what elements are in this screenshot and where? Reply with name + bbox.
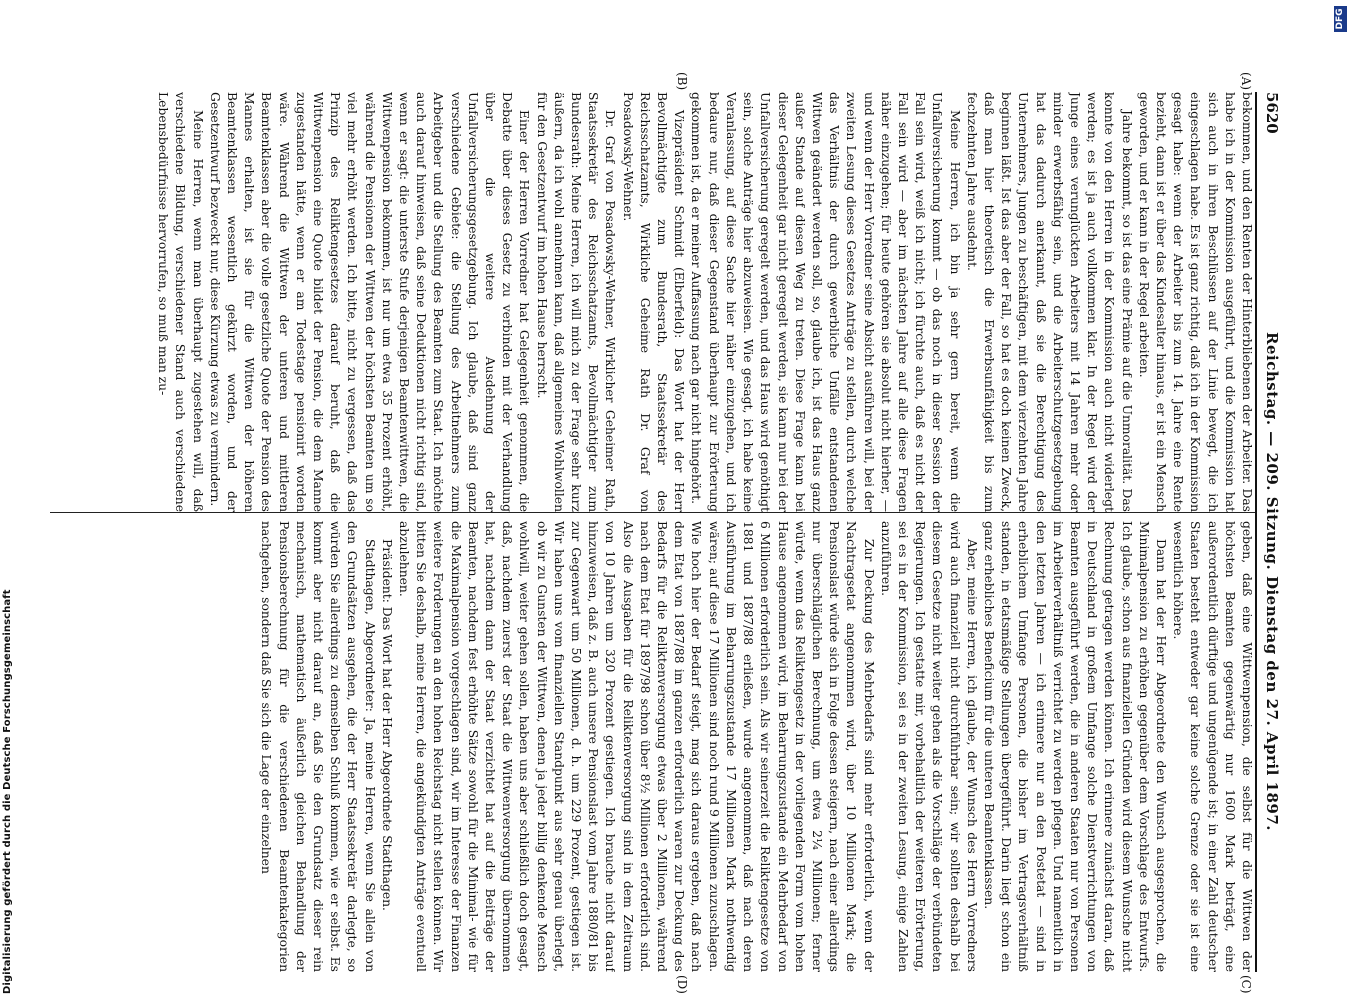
- left-column: [50, 92, 1255, 512]
- margin-marker-a: (A): [1239, 72, 1253, 91]
- margin-marker-d: (D): [675, 975, 689, 994]
- dfg-logo: DFG: [1334, 6, 1347, 32]
- footer-credit: Digitalisierung gefördert durch die Deutsche Forschungsgemeinschaft: [2, 589, 13, 994]
- paragraph: geben, daß eine Wittwenpension, die selbst für die Wittwen der höchsten Beamten gegenwärtig nur 1600 Mark beträgt, eine außerordentlich dürftige und ungenügende ist; in einer Zahl deutscher Staaten besteht entweder gar keine solche Grenze oder sie ist eine wesentlich höhere.: [1171, 521, 1254, 972]
- page-header: [1255, 92, 1287, 972]
- paragraph: Jahre bekommt, so ist das eine Prämie auf die Unmoralität. Das konnte von den Herren in der Kommission auch nicht widerlegt werden; es ist ja auch vollkommen klar. In der Regel wird der Junge eines verunglückten Arbeiters mit 14 Jahren mehr oder minder erwerbsfähig sein, und die Arbeiterschutzgesetzgebung hat das dadurch anerkannt, daß sie die Berechtigung des Unternehmers, Jungen zu beschäftigen, mit dem vierzehnten Jahre beginnen läßt. Ist das aber der Fall, so hat es doch keinen Zweck, daß man hier theoretisch die Erwerbsunfähigkeit bis zum fechzehnten Jahre ausdehnt.: [964, 92, 1134, 512]
- page-title: Reichstag. — 209. Sitzung. Dienstag den 27. April 1897.: [1263, 332, 1281, 832]
- paragraph: Meine Herren, wenn man überhaupt zugestehen will, daß verschiedene Bildung, verschiedener Stand auch verschiedene Lebensbedürfnisse hervorrufen, so muß man zu-: [156, 92, 205, 512]
- paragraph: Präsident: Das Wort hat der Herr Abgeordnete Stadthagen.: [379, 539, 394, 911]
- page-number: 5620: [1263, 92, 1281, 134]
- paragraph: Zur Deckung des Mehrbedarfs sind mehr erforderlich, wenn der Nachtragsetat angenommen wird, über 10 Millionen Mark; die Pensionslast würde sich in Folge dessen steigern, nach einer allerdings nur überschläglichen Berechnung, um etwa 2¼ Millionen; ferner würde, wenn das Reliktengesetz in der vorliegenden Form vom hohen Hause angenommen wird, im Beharrungszustande ein Mehrbedarf von 6 Millionen erforderlich sein. Als wir seinerzeit die Reliktengesetze von 1881 und 1887/88 erließen, wurde angenommen, daß nach deren Ausführung im Beharrungszustande 17 Millionen Mark nothwendig wären; auf diese 17 Millionen sind noch rund 9 Millionen zuzuschlagen. Wie hoch hier der Bedarf steigt, mag sich daraus ergeben, daß nach dem Etat von 1887/88 im ganzen erforderlich waren zur Deckung des Bedarfs für die Reliktenversorgung etwas über 2 Millionen, während nach dem Etat für 1897/98 schon über 8½ Millionen erforderlich sind. Also die Ausgaben für die Reliktenversorgung sind in dem Zeitraum von 10 Jahren um 320 Prozent gestiegen. Ich brauche nicht darauf hinzuweisen, daß z. B. auch unsere Pensionslast vom Jahre 1880/81 bis zur Gegenwart um 50 Millionen, d. h. um 229 Prozent, gestiegen ist. Wir haben uns vom finanziellen Standpunkt aus sehr genau überlegt, ob wir zu Gunsten der Wittwen, denen ja jeder billig denkende Mensch wohlwill, weiter gehen sollen, haben uns aber schließlich doch gesagt, daß, nachdem zuerst der Staat die Wittwenversorgung übernommen hat, nachdem dann der Staat verzichtet hat auf die Beiträge der Beamten, nachdem fest erhöhte Sätze sowohl für die Minimal- wie für die Maximalpension vorgeschlagen sind, wir im Interesse der Finanzen weitere Forderungen an den hohen Reichstag nicht stellen können. Wir bitten Sie deshalb, meine Herren, die angekündigten Anträge eventuell abzulehnen.: [397, 521, 876, 972]
- margin-marker-c: (C): [1239, 975, 1253, 994]
- right-column: [50, 512, 1255, 972]
- margin-marker-b: (B): [675, 72, 689, 91]
- paragraph: Dann hat der Herr Abgeordnete den Wunsch ausgesprochen, die Minimalpension zu erhöhen gegenüber dem Vorschlage des Entwurfs. Ich glaube, schon aus finanziellen Gründen wird diesem Wunsche nicht Rechnung getragen werden können. Ich erinnere zunächst daran, daß in Deutschland in großem Umfange solche Dienstverrichtungen von Beamten ausgeführt werden, die in anderen Staaten nur von Personen im Arbeiterverhältniß verrichtet zu werden pflegen. Und namentlich in den letzten Jahren — ich erinnere nur an den Postetat — sind in erheblichem Umfange Personen, die bisher im Vertragsverhältniß standen, in etatsmäßige Stellungen übergeführt. Darin liegt schon ein ganz erhebliches Beneficium für die unteren Beamtenklassen.: [981, 521, 1168, 972]
- paragraph: bekommen, und den Renten der Hinterbliebenen der Arbeiter. Das habe ich in der Kommission ausgeführt, und die Kommission hat sich auch in ihren Beschlüssen auf der Linie bewegt, die ich eingeschlagen habe. Es ist ganz richtig, daß ich in der Kommission gesagt habe: wenn der Arbeiter bis zum 14. Jahre eine Rente bezieht, dann ist er über das Kindesalter hinaus, er ist ein Mensch geworden, und er kann in der Regel arbeiten.: [1136, 92, 1254, 512]
- paragraph: Einer der Herren Vorredner hat Gelegenheit genommen, die Debatte über dieses Gesetz zu verbinden mit der Verhandlung über die weitere Ausdehnung der Unfallversicherungsgesetzgebung. Ich glaube, daß sind ganz verschiedene Gebiete: die Stellung des Arbeitnehmers zum Arbeitgeber und die Stellung des Beamten zum Staat. Ich möchte auch darauf hinweisen, daß seine Deduktionen nicht richtig sind, wenn er sagt: die unterste Stufe derjenigen Beamtenwittwen, die Wittwenpension bekommen, ist nur um etwa 35 Prozent erhöht, während die Pensionen der Wittwen der höchsten Beamten um so viel mehr erhöht werden. Ich bitte, nicht zu vergessen, daß das Prinzip des Reliktengesetzes darauf beruht, daß die Wittwenpension eine Quote bildet der Pension, die dem Manne zugestanden hätte, wenn er am Todestage pensionirt worden wäre. Während die Wittwen der unteren und mittleren Beamtenklassen aber die volle gesetzliche Quote der Pension des Mannes erhalten, ist sie für die Wittwen der höheren Beamtenklassen wesentlich gekürzt worden, und der Gesetzentwurf bezweckt nur, diese Kürzung etwas zu vermindern.: [207, 92, 532, 512]
- paragraph: Dr. Graf von Posadowsky-Wehner, Wirklicher Geheimer Rath, Staatssekretär des Reichsschatzamts, Bevollmächtigter zum Bundesrath: Meine Herren, ich will mich zu der Frage sehr kurz äußern, da ich wohl annehmen kann, daß allgemeines Wohlwollen für den Gesetzentwurf im hohen Hause herrscht.: [534, 92, 618, 512]
- paragraph: Meine Herren, ich bin ja sehr gern bereit, wenn die Unfallversicherung kommt — ob das noch in dieser Session der Fall sein wird, weiß ich nicht; ich fürchte auch, daß es nicht der Fall sein wird — aber im nächsten Jahre auf alle diese Fragen näher einzugehen; für heute gehören sie absolut nicht hierher, — und wenn der Herr Vorredner seine Absicht ausführen will, bei der zweiten Lesung dieses Gesetzes Anträge zu stellen, durch welche das Verhältnis der durch gewerbliche Unfälle entstandenen Wittwen geändert werden soll, so, glaube ich, ist das Haus ganz außer Stande auf diesen Weg zu treten. Diese Frage kann bei dieser Gelegenheit gar nicht geregelt werden, sie kann nur bei der Unfallversicherung geregelt werden, und das Haus wird genöthigt sein, solche Anträge hier abzuweisen. Wie gesagt, ich habe keine Veranlassung, auf diese Sache hier näher einzugehen, und ich bedaure nur, daß dieser Gegenstand überhaupt zur Erörterung gekommen ist, da er meiner Auffassung nach gar nicht hingehört.: [689, 92, 962, 512]
- paragraph: Stadthagen, Abgeordneter: Ja, meine Herren, wenn Sie allein von den Grundsätzen ausgehen, die der Herr Staatssekretär darlegte, so würden Sie allerdings zu demselben Schluß kommen, wie er selbst. Es kommt aber nicht darauf an, daß Sie den Grundsatz dieser rein mechanisch, mathematisch äußerlich gleichen Behandlung der Pensionsberechnung für die verschiedenen Beamtenkategorien nachgehen, sondern daß Sie sich die Lage der einzelnen: [259, 521, 377, 972]
- paragraph: Aber, meine Herren, ich glaube, der Wunsch des Herrn Vorredners wird auch finanziell nicht durchführbar sein; wir sollten deshalb bei diesem Gesetze nicht weiter gehen als die Vorschläge der verbündeten Regierungen. Ich gestatte mir, vorbehaltlich der weiteren Erörterung, sei es in der Kommission, sei es in der zweiten Lesung, einige Zahlen anzuführen.: [878, 521, 979, 972]
- paragraph: Vizepräsident Schmidt (Elberfeld): Das Wort hat der Herr Bevollmächtigte zum Bundesrath, Staatssekretär des Reichsschatzamts, Wirkliche Geheime Rath Dr. Graf von Posadowsky-Wehner.: [620, 92, 687, 512]
